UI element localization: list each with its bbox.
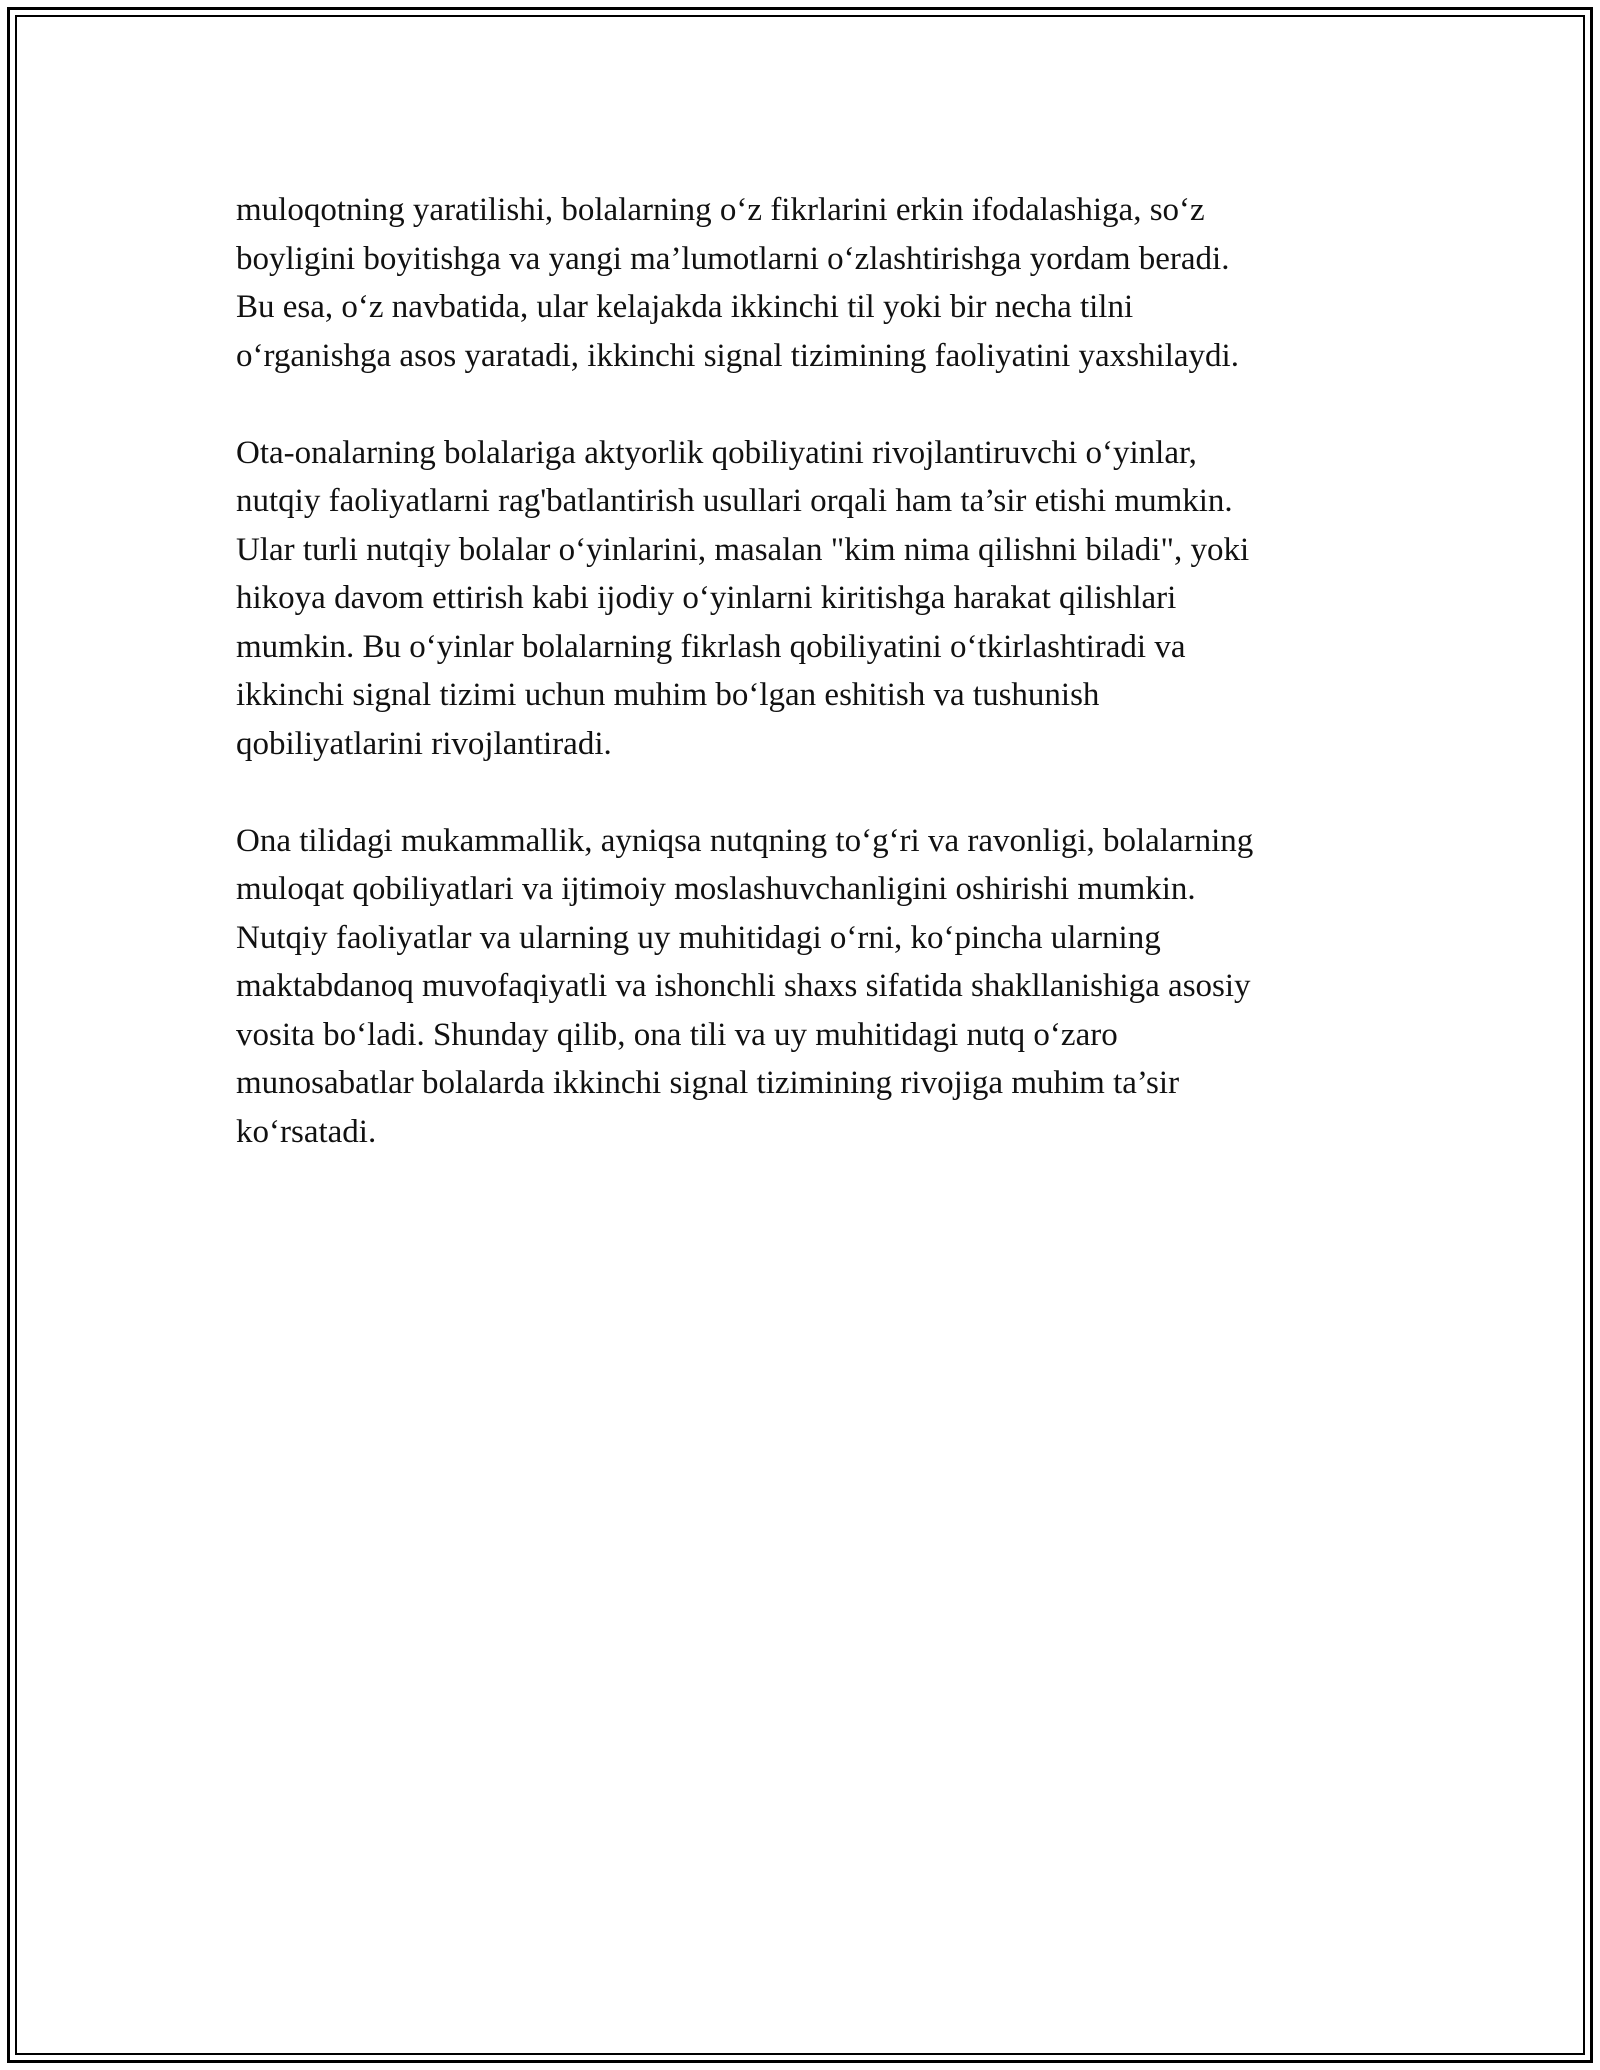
text-line: muloqat qobiliyatlari va ijtimoiy moslashuvchanligini oshirishi mumkin. [236, 871, 1196, 907]
paragraph-3 [236, 817, 1376, 1157]
text-line: muloqotning yaratilishi, bolalarning o‘z fikrlarini erkin ifodalashiga, so‘z [236, 192, 1205, 228]
text-line: boyligini boyitishga va yangi ma’lumotlarni o‘zlashtirishga yordam beradi. [236, 240, 1230, 277]
paragraph-2 [236, 429, 1376, 769]
text-line: qobiliyatlarini rivojlantiradi. [236, 725, 612, 762]
text-line: vosita bo‘ladi. Shunday qilib, ona tili va uy muhitidagi nutq o‘zaro [236, 1016, 1118, 1053]
text-line: Ular turli nutqiy bolalar o‘yinlarini, masalan "kim nima qilishni biladi", yoki [236, 531, 1250, 568]
paragraph-1 [236, 186, 1376, 380]
text-line: o‘rganishga asos yaratadi, ikkinchi signal tizimining faoliyatini yaxshilaydi. [236, 337, 1239, 374]
text-line: Ona tilidagi mukammallik, ayniqsa nutqning to‘g‘ri va ravonligi, bolalarning [236, 822, 1254, 859]
text-line: Ota-onalarning bolalariga aktyorlik qobiliyatini rivojlantiruvchi o‘yinlar, [236, 434, 1197, 471]
text-line: ikkinchi signal tizimi uchun muhim bo‘lgan eshitish va tushunish [236, 677, 1100, 713]
text-line: mumkin. Bu o‘yinlar bolalarning fikrlash qobiliyatini o‘tkirlashtiradi va [236, 628, 1186, 665]
text-line: maktabdanoq muvofaqiyatli va ishonchli shaxs sifatida shakllanishiga asosiy [236, 968, 1251, 1004]
text-line: Bu esa, o‘z navbatida, ular kelajakda ikkinchi til yoki bir necha tilni [236, 289, 1134, 325]
text-line: nutqiy faoliyatlarni rag'batlantirish usullari orqali ham ta’sir etishi mumkin. [236, 483, 1233, 519]
text-line: Nutqiy faoliyatlar va ularning uy muhitidagi o‘rni, ko‘pincha ularning [236, 919, 1161, 956]
text-line: ko‘rsatadi. [236, 1113, 377, 1150]
text-line: munosabatlar bolalarda ikkinchi signal tizimining rivojiga muhim ta’sir [236, 1065, 1180, 1101]
text-line: hikoya davom ettirish kabi ijodiy o‘yinlarni kiritishga harakat qilishlari [236, 580, 1177, 616]
document-body [236, 186, 1376, 1205]
